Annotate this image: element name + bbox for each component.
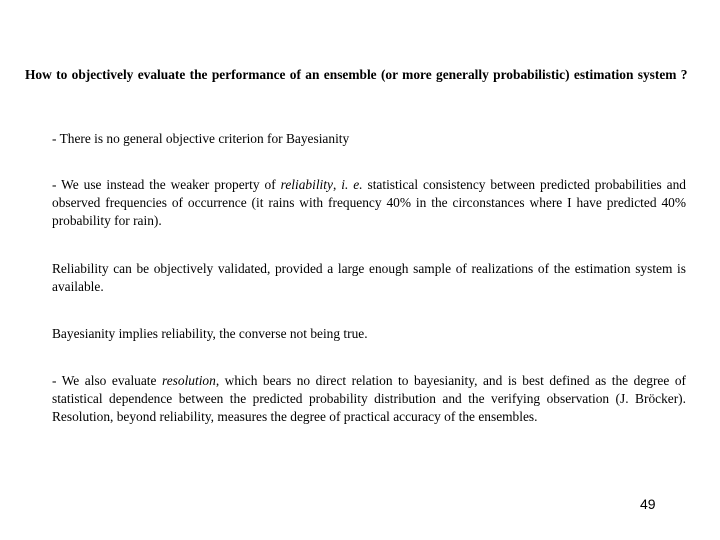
text-segment: - We also evaluate (52, 373, 162, 388)
paragraph-reliability-validation: Reliability can be objectively validated, provided a large enough sample of realizations of the estimation system is available. (52, 261, 686, 294)
term-reliability: reliability (280, 177, 333, 192)
text-segment: , which bears no direct relation to bayesianity, and is best defined as the degree of statistical dependence between the predicted probability distribution and the verifying observation (J. Bröcker). Resolution, beyond reliability, measures the degree of practical accuracy of the ensembles. (52, 373, 686, 424)
slide-heading: How to objectively evaluate the performance of an ensemble (or more generally probabilistic) estimation system ? (25, 67, 688, 82)
text-segment: statistical consistency between predicted probabilities and observed frequencies of occurrence (it rains with frequency 40% in the circonstances where I have predicted 40% probability for rain). (52, 177, 686, 228)
text-segment: - We use instead the weaker property of (52, 177, 281, 192)
abbreviation-ie: i. e. (341, 177, 363, 192)
paragraph-bayesianity-implies-reliability: Bayesianity implies reliability, the converse not being true. (52, 326, 368, 341)
page-number: 49 (640, 496, 656, 512)
paragraph-resolution (52, 372, 686, 426)
paragraph-reliability-definition (52, 176, 686, 230)
text-segment: , (332, 177, 342, 192)
term-resolution: resolution (162, 373, 216, 388)
paragraph-bayesianity-criterion: - There is no general objective criterion for Bayesianity (52, 131, 350, 146)
